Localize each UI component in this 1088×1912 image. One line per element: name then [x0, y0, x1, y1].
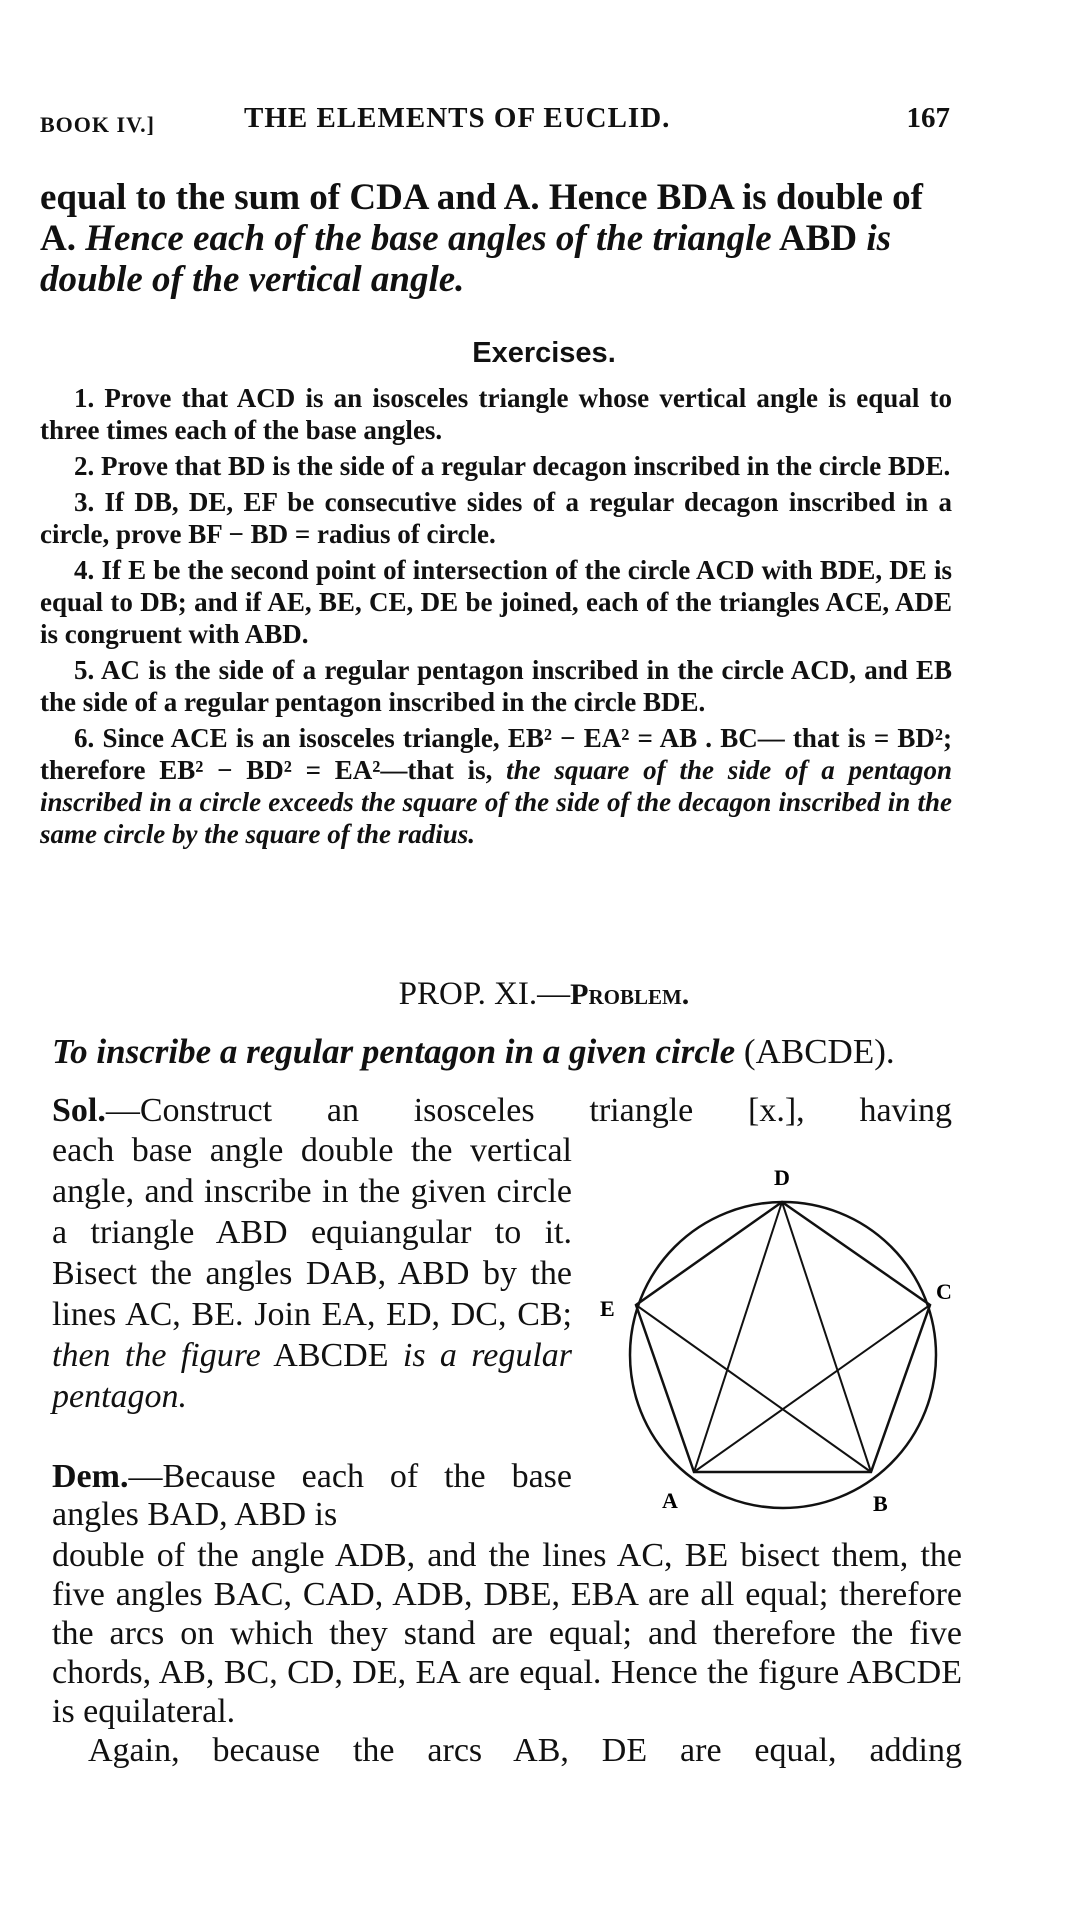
- sol-first-text: —Construct an isosceles triangle [x.], having: [105, 1092, 952, 1129]
- prop-subtitle: Problem.: [570, 978, 690, 1011]
- exercises-heading: Exercises.: [472, 337, 616, 369]
- sol-italic-a: then the figure: [52, 1337, 261, 1374]
- dem-label: Dem.: [52, 1458, 129, 1495]
- lead-bold: ABD: [778, 218, 858, 259]
- page-number: 167: [906, 102, 950, 134]
- exercise-1: 1. Prove that ACD is an isosceles triangle whose vertical angle is equal to three times each of the base angles.: [40, 383, 952, 445]
- line-AC: [694, 1305, 930, 1472]
- running-header: [40, 102, 950, 142]
- pentagon-diagram: [594, 1133, 964, 1523]
- lead-italic: Hence each of the base angles of the triangle: [85, 218, 772, 259]
- lead-text: equal to the sum of CDA and A. Hence BDA is double of A.: [40, 177, 923, 259]
- running-title: THE ELEMENTS OF EUCLID.: [244, 102, 671, 134]
- sol-first-line: [52, 1092, 952, 1130]
- line-AD: [694, 1202, 782, 1472]
- line-BD: [782, 1202, 871, 1472]
- exercise-4: 4. If E be the second point of intersection of the circle ACD with BDE, DE is equal to DB; and if AE, BE, CE, DE be joined, each of the triangles ACE, ADE is congruent with ABD.: [40, 555, 952, 649]
- exercise-2: 2. Prove that BD is the side of a regular decagon inscribed in the circle BDE.: [74, 451, 951, 481]
- pentagon-figure: [594, 1133, 964, 1523]
- sol-label: Sol.: [52, 1092, 106, 1129]
- label-A: A: [662, 1488, 678, 1513]
- prop-heading: [0, 976, 1088, 1013]
- exercise-6: [40, 722, 952, 850]
- prop-title: PROP. XI.—: [398, 976, 571, 1012]
- sol-mid: ABCDE: [273, 1337, 389, 1374]
- label-C: C: [936, 1279, 952, 1304]
- dem-start-text: —Because each of the base angles BAD, ABD is: [52, 1458, 572, 1533]
- exercise-6-italic: the square of the side of a pentagon inscribed in a circle exceeds the square of the side of the decagon inscribed in the same circle by the square of the radius.: [40, 755, 952, 849]
- exercises-list: [40, 382, 952, 854]
- exercise-3: 3. If DB, DE, EF be consecutive sides of a regular decagon inscribed in a circle, prove BF − BD = radius of circle.: [40, 487, 952, 549]
- statement-italic: To inscribe a regular pentagon in a given circle: [52, 1032, 736, 1071]
- lead-paragraph: [40, 177, 952, 300]
- label-E: E: [600, 1296, 615, 1321]
- lead-italic-end: is double of the vertical angle.: [40, 218, 892, 300]
- book-label: BOOK IV.]: [40, 112, 155, 137]
- sol-body-text: each base angle double the vertical angle, and inscribe in the given circle a triangle ABD equiangular to it. Bisect the angles DAB, ABD by the lines AC, BE. Join EA, ED, DC, CB;: [52, 1132, 572, 1333]
- label-B: B: [873, 1491, 888, 1516]
- label-D: D: [774, 1165, 790, 1190]
- circumcircle: [630, 1202, 936, 1508]
- problem-statement: [52, 1032, 895, 1072]
- dem-rest: double of the angle ADB, and the lines AC, BE bisect them, the five angles BAC, CAD, ADB, DBE, EBA are all equal; therefore the arcs on which they stand are equal; and therefore the five chords, AB, BC, CD, DE, EA are equal. Hence the figure ABCDE is equilateral.: [52, 1537, 962, 1730]
- dem-start: [52, 1458, 572, 1534]
- final-line: Again, because the arcs AB, DE are equal, adding: [88, 1732, 962, 1769]
- sol-body: [52, 1130, 572, 1417]
- line-BE: [636, 1305, 871, 1472]
- exercise-5: 5. AC is the side of a regular pentagon inscribed in the circle ACD, and EB the side of a regular pentagon inscribed in the circle BDE.: [40, 655, 952, 717]
- sol-italic-b: is a regular pentagon.: [52, 1337, 573, 1415]
- exercise-6-text: 6. Since ACE is an isosceles triangle, EB² − EA² = AB . BC— that is = BD²; therefore EB² − BD² = EA²—that is,: [40, 723, 952, 785]
- statement-normal: (ABCDE).: [743, 1032, 895, 1071]
